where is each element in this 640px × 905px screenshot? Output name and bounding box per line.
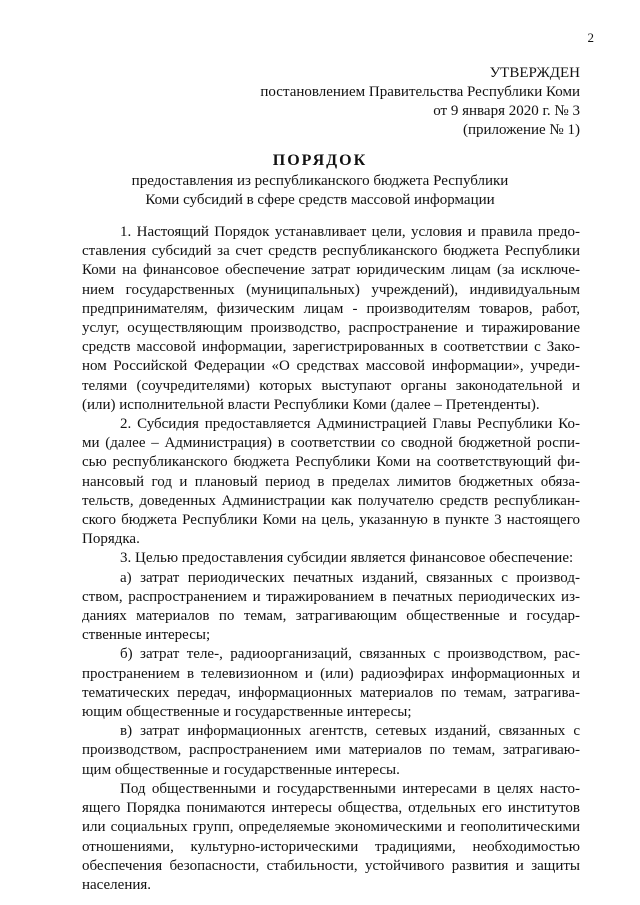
paragraph-line: ственные интересы;	[82, 627, 211, 644]
paragraph-line: ми (далее – Администрация) в соответствии со сводной бюджетной роспи-	[82, 435, 580, 452]
approval-date: от 9 января 2020 г. № 3	[433, 103, 580, 119]
approval-heading: УТВЕРЖДЕН	[489, 65, 580, 81]
paragraph-line: 2. Субсидия предоставляется Администрацией Главы Республики Ко-	[120, 416, 580, 433]
approval-appendix: (приложение № 1)	[462, 122, 580, 138]
paragraph	[82, 549, 580, 568]
paragraph-line: 1. Настоящий Порядок устанавливает цели, условия и правила предо-	[120, 224, 580, 240]
document-subtitle-line-2: Коми субсидий в сфере средств массовой информации	[145, 192, 495, 208]
paragraph-line: пространением в телевизионном и (или) радиоэфирах информационных и	[82, 665, 580, 682]
paragraph-line: Под общественными и государственными интересами в целях насто-	[120, 780, 580, 797]
paragraph-line: населения.	[82, 876, 152, 893]
paragraph-line: ством, распространением и тиражированием в печатных периодических из-	[82, 588, 580, 605]
paragraph-line: отношениями, культурно-историческими традициями, необходимостью	[82, 838, 580, 855]
paragraph-line: нием государственных (муниципальных) учреждений), индивидуальным	[82, 281, 580, 298]
document-title: ПОРЯДОК	[272, 152, 368, 169]
paragraph-line: Коми на финансовое обеспечение затрат юридическим лицам (за исключе-	[82, 262, 580, 279]
paragraph-line: обеспечения безопасности, стабильности, устойчивого развития и защиты	[82, 857, 580, 874]
paragraph-line: услуг, осуществляющим производство, распространение и тиражирование	[82, 320, 580, 337]
paragraph-line: 3. Целью предоставления субсидии является финансовое обеспечение:	[120, 550, 574, 567]
approval-decree: постановлением Правительства Республики Коми	[260, 84, 580, 100]
page-number: 2	[587, 30, 594, 45]
paragraph-line: ющим общественные и государственные интересы;	[82, 704, 412, 721]
paragraph	[82, 569, 580, 646]
paragraph-line: ского бюджета Республики Коми на цель, указанную в пункте 3 настоящего	[82, 512, 580, 529]
paragraph-line: или социальных групп, определяемые экономическими и геополитическими	[82, 819, 580, 836]
approval-stamp	[260, 64, 580, 140]
document-body	[82, 223, 580, 895]
paragraph-line: ящего Порядка понимаются интересы общества, отдельных его институтов	[82, 800, 580, 817]
paragraph	[82, 722, 580, 780]
paragraph	[82, 223, 580, 415]
paragraph-line: в) затрат информационных агентств, сетевых изданий, связанных с	[120, 723, 580, 740]
paragraph	[82, 645, 580, 722]
document-title-block	[0, 150, 640, 210]
paragraph	[82, 780, 580, 895]
paragraph-line: тельств, доведенных Администрации как получателю средств республикан-	[82, 492, 580, 509]
paragraph-line: Порядка.	[82, 531, 140, 548]
paragraph-line: тематических передач, информационных материалов по темам, затрагива-	[82, 684, 580, 701]
paragraph-line: сью республиканского бюджета Республики Коми на соответствующий фи-	[82, 454, 580, 471]
paragraph-line: щим общественные и государственные интересы.	[82, 761, 400, 778]
paragraph-line: ном Российской Федерации «О средствах массовой информации», учреди-	[82, 358, 580, 375]
paragraph-line: а) затрат периодических печатных изданий, связанных с производ-	[120, 569, 580, 586]
paragraph	[82, 415, 580, 549]
paragraph-line: средств массовой информации, зарегистрированных в соответствии с Зако-	[82, 339, 580, 356]
paragraph-line: телями (соучредителями) которых выступают органы законодательной и	[82, 377, 580, 394]
paragraph-line: нансовый год и плановый период в пределах лимитов бюджетных обяза-	[82, 473, 580, 490]
paragraph-line: ставления субсидий за счет средств республиканского бюджета Республики	[82, 243, 580, 260]
paragraph-line: б) затрат теле-, радиоорганизаций, связанных с производством, рас-	[120, 646, 580, 663]
paragraph-line: производством, распространением ими материалов по темам, затрагиваю-	[82, 742, 580, 759]
paragraph-line: даниях материалов по темам, затрагивающим общественные и государ-	[82, 608, 580, 625]
paragraph-line: предпринимателям, физическим лицам - производителям товаров, работ,	[82, 300, 580, 317]
document-subtitle-line-1: предоставления из республиканского бюджета Республики	[131, 173, 509, 189]
paragraph-line: (или) исполнительной власти Республики Коми (далее – Претенденты).	[82, 396, 540, 413]
